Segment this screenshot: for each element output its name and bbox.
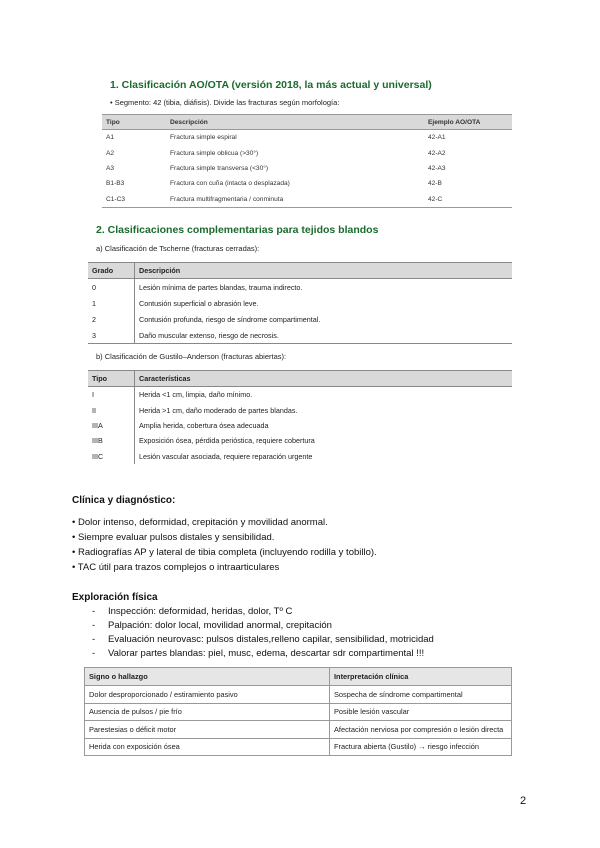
table-cell: Fractura simple transversa (<30°) bbox=[170, 164, 269, 172]
table-header-row bbox=[85, 668, 512, 686]
table-cell: Lesión mínima de partes blandas, trauma indirecto. bbox=[139, 282, 303, 292]
table-cell: B1-B3 bbox=[106, 180, 125, 188]
table-cell: Posible lesión vascular bbox=[330, 703, 512, 721]
table-cell: 42-A3 bbox=[428, 164, 446, 172]
table-row bbox=[85, 703, 512, 721]
table-header: Tipo bbox=[88, 371, 135, 387]
tscherne-caption: a) Clasificación de Tscherne (fracturas cerradas): bbox=[96, 244, 260, 253]
exploracion-item: Valorar partes blandas: piel, musc, edema, descartar sdr compartimental !!! bbox=[108, 648, 425, 659]
table-cell: 42-B bbox=[428, 180, 442, 188]
table-cell: I bbox=[88, 387, 135, 403]
table-cell: 2 bbox=[88, 311, 135, 327]
table-cell: A1 bbox=[106, 134, 115, 142]
table-header-row bbox=[88, 371, 512, 387]
table-cell: A3 bbox=[106, 164, 115, 172]
table-cell: Exposición ósea, pérdida perióstica, requiere cobertura bbox=[139, 436, 315, 446]
table-cell: IIIC bbox=[88, 449, 135, 464]
clinica-item: • Radiografías AP y lateral de tibia completa (incluyendo rodilla y tobillo). bbox=[72, 547, 377, 558]
table-row bbox=[102, 130, 512, 146]
table-header: Interpretación clínica bbox=[330, 668, 512, 686]
page-number: 2 bbox=[520, 795, 527, 807]
table-row bbox=[88, 295, 512, 311]
exploracion-item: Inspección: deformidad, heridas, dolor, Tº C bbox=[108, 606, 293, 617]
table-cell: Ausencia de pulsos / pie frío bbox=[85, 703, 330, 721]
dash-marker: - bbox=[92, 648, 96, 659]
table-cell: Daño muscular extenso, riesgo de necrosis. bbox=[135, 327, 513, 344]
dash-marker: - bbox=[92, 620, 96, 631]
table-header: Signo o hallazgo bbox=[85, 668, 330, 686]
table-cell: Lesión vascular asociada, requiere reparación urgente bbox=[139, 451, 313, 461]
table-cell: Fractura simple oblicua (>30°) bbox=[170, 149, 259, 157]
table-cell: Dolor desproporcionado / estiramiento pasivo bbox=[85, 686, 330, 704]
table-cell: Contusión superficial o abrasión leve. bbox=[139, 298, 259, 308]
signos-table bbox=[84, 667, 512, 756]
table-cell: Herida <1 cm, limpia, daño mínimo. bbox=[139, 390, 253, 400]
table-cell: 0 bbox=[88, 279, 135, 296]
section1-subtitle: • Segmento: 42 (tibia, diáfisis). Divide las fracturas según morfología: bbox=[110, 98, 340, 107]
section1-title: 1. Clasificación AO/OTA (versión 2018, la más actual y universal) bbox=[110, 79, 432, 91]
ao-ota-table bbox=[102, 114, 512, 208]
table-cell: Contusión profunda, riesgo de síndrome compartimental. bbox=[139, 314, 321, 324]
dash-marker: - bbox=[92, 634, 96, 645]
table-cell: 1 bbox=[88, 295, 135, 311]
table-row bbox=[85, 738, 512, 756]
section2-title: 2. Clasificaciones complementarias para tejidos blandos bbox=[96, 224, 379, 236]
gustilo-caption: b) Clasificación de Gustilo–Anderson (fracturas abiertas): bbox=[96, 352, 287, 361]
table-header: Características bbox=[135, 371, 513, 387]
table-cell: IIIA bbox=[88, 418, 135, 433]
table-row bbox=[88, 279, 512, 296]
table-row bbox=[88, 311, 512, 327]
table-row bbox=[88, 433, 512, 448]
table-row bbox=[88, 327, 512, 344]
exploracion-item: Evaluación neurovasc: pulsos distales,relleno capilar, sensibilidad, motricidad bbox=[108, 634, 434, 645]
table-row bbox=[102, 192, 512, 208]
table-header: Grado bbox=[88, 263, 135, 279]
exploracion-title: Exploración física bbox=[72, 592, 158, 603]
clinica-item: • Siempre evaluar pulsos distales y sensibilidad. bbox=[72, 532, 275, 543]
gustilo-table bbox=[88, 370, 512, 464]
table-cell: C1-C3 bbox=[102, 192, 166, 208]
table-header: Descripción bbox=[135, 263, 513, 279]
table-cell: 42-C bbox=[424, 192, 512, 208]
table-cell: Parestesias o déficit motor bbox=[85, 721, 330, 739]
table-row bbox=[102, 145, 512, 160]
table-cell: A2 bbox=[106, 149, 115, 157]
table-cell: Fractura multifragmentaria / conminuta bbox=[166, 192, 424, 208]
table-cell: Amplia herida, cobertura ósea adecuada bbox=[139, 420, 269, 430]
table-cell: II bbox=[88, 402, 135, 417]
clinica-title: Clínica y diagnóstico: bbox=[72, 495, 176, 506]
table-cell: Fractura con cuña (intacta o desplazada) bbox=[170, 180, 290, 188]
table-row bbox=[88, 387, 512, 403]
table-row bbox=[88, 402, 512, 417]
tscherne-table bbox=[88, 262, 512, 344]
table-cell: Sospecha de síndrome compartimental bbox=[330, 686, 512, 704]
table-row bbox=[88, 418, 512, 433]
table-header-row bbox=[102, 115, 512, 130]
clinica-item: • Dolor intenso, deformidad, crepitación y movilidad anormal. bbox=[72, 517, 328, 528]
table-cell: Fractura simple espiral bbox=[170, 134, 237, 142]
table-cell: Herida >1 cm, daño moderado de partes blandas. bbox=[139, 405, 298, 415]
table-row bbox=[88, 449, 512, 464]
table-cell: 42-A1 bbox=[428, 134, 446, 142]
table-row bbox=[102, 176, 512, 191]
exploracion-item: Palpación: dolor local, movilidad anormal, crepitación bbox=[108, 620, 332, 631]
table-row bbox=[85, 721, 512, 739]
table-row bbox=[102, 161, 512, 176]
table-cell: IIIB bbox=[88, 433, 135, 448]
table-header: Ejemplo AO/OTA bbox=[424, 115, 512, 130]
table-header-row bbox=[88, 263, 512, 279]
table-cell: Fractura abierta (Gustilo) → riesgo infección bbox=[330, 738, 512, 756]
table-header: Descripción bbox=[166, 115, 424, 130]
table-row bbox=[85, 686, 512, 704]
table-cell: Herida con exposición ósea bbox=[85, 738, 330, 756]
table-cell: 3 bbox=[88, 327, 135, 344]
table-cell: Afectación nerviosa por compresión o lesión directa bbox=[330, 721, 512, 739]
clinica-item: • TAC útil para trazos complejos o intraarticulares bbox=[72, 562, 280, 573]
dash-marker: - bbox=[92, 606, 96, 617]
table-header: Tipo bbox=[102, 115, 166, 130]
table-cell: 42-A2 bbox=[428, 149, 446, 157]
